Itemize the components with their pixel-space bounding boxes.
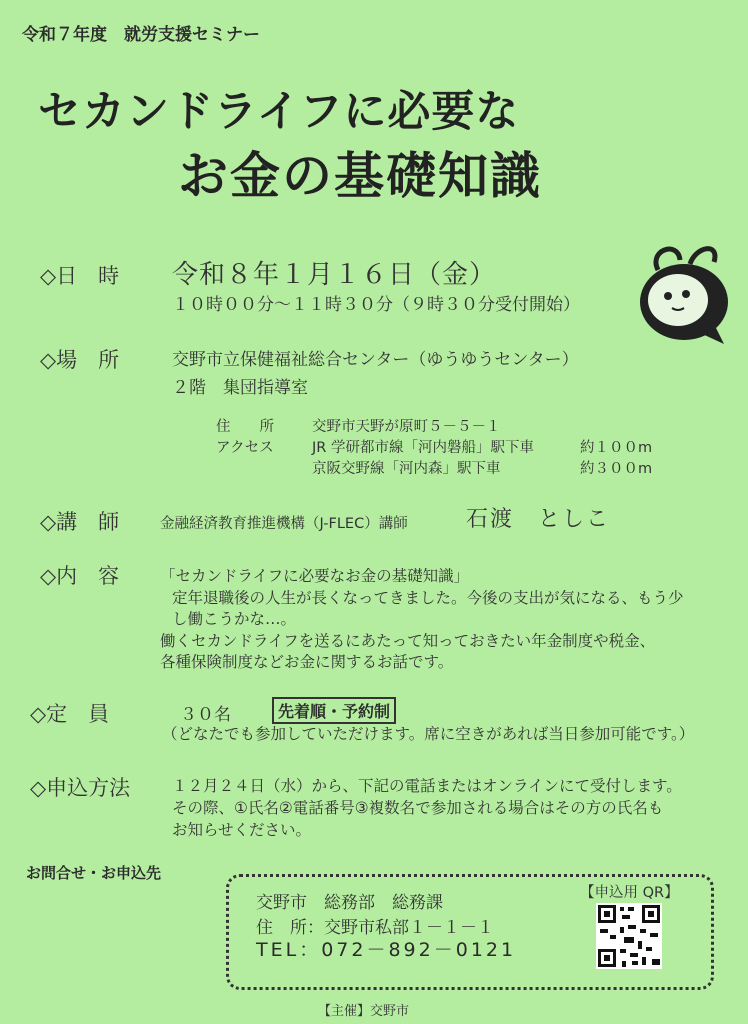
access-distance-2: 約３００m [580, 461, 653, 477]
capacity-number: ３０名 [180, 705, 231, 725]
venue-label: ◇場 所 [40, 348, 120, 372]
lecturer-organization: 金融経済教育推進機構（J-FLEC）講師 [160, 516, 408, 532]
reservation-method-badge: 先着順・予約制 [272, 697, 396, 724]
content-text-4: 各種保険制度などお金に関するお話です。 [160, 653, 454, 671]
application-text-2: その際、①氏名②電話番号③複数名で参加される場合はその方の氏名も [172, 799, 664, 817]
capacity-label: ◇定 員 [30, 702, 110, 726]
contact-department: 交野市 総務部 総務課 [256, 893, 443, 913]
qr-label: 【申込用 QR】 [580, 885, 679, 901]
qr-code-icon[interactable] [596, 903, 662, 969]
title-line-2: お金の基礎知識 [178, 147, 542, 205]
content-text-3: 働くセカンドライフを送るにあたって知っておきたい年金制度や税金、 [160, 632, 656, 650]
contact-address: 住 所：交野市私部１－１－１ [256, 918, 494, 938]
access-route-1: JR 学研都市線「河内磐船」駅下車 [312, 440, 534, 456]
lecturer-label: ◇講 師 [40, 510, 120, 534]
content-title: 「セカンドライフに必要なお金の基礎知識」 [160, 567, 470, 585]
event-date: 令和８年１月１６日（金） [172, 260, 497, 290]
venue-room: ２階 集団指導室 [172, 378, 308, 398]
application-text-3: お知らせください。 [172, 821, 312, 839]
contact-phone: TEL：072－892－0121 [256, 939, 517, 961]
mascot-character-icon [628, 240, 740, 352]
access-label: アクセス [216, 440, 274, 456]
access-route-2: 京阪交野線「河内森」駅下車 [312, 461, 501, 477]
capacity-note: （どなたでも参加していただけます。席に空きがあれば当日参加可能です。） [162, 725, 695, 743]
content-label: ◇内 容 [40, 564, 120, 588]
event-series-header: 令和７年度 就労支援セミナー [22, 25, 260, 45]
datetime-label: ◇日 時 [40, 264, 120, 288]
content-text-2: し働こうかな…。 [172, 610, 297, 628]
application-text-1: １２月２４日（水）から、下記の電話またはオンラインにて受付します。 [172, 777, 682, 795]
content-text-1: 定年退職後の人生が長くなってきました。今後の支出が気になる、もう少 [172, 589, 684, 607]
address-label: 住 所 [216, 419, 274, 435]
lecturer-name: 石渡 としこ [466, 507, 611, 532]
venue-name: 交野市立保健福祉総合センター（ゆうゆうセンター） [172, 350, 579, 370]
title-line-1: セカンドライフに必要な [38, 87, 520, 137]
venue-address: 交野市天野が原町５－５－１ [312, 419, 501, 435]
event-time: １０時００分～１１時３０分（９時３０分受付開始） [172, 295, 580, 315]
organizer: 【主催】交野市 [318, 1004, 410, 1019]
application-label: ◇申込方法 [30, 776, 131, 800]
access-distance-1: 約１００m [580, 440, 653, 456]
inquiry-label: お問合せ・お申込先 [26, 864, 162, 882]
